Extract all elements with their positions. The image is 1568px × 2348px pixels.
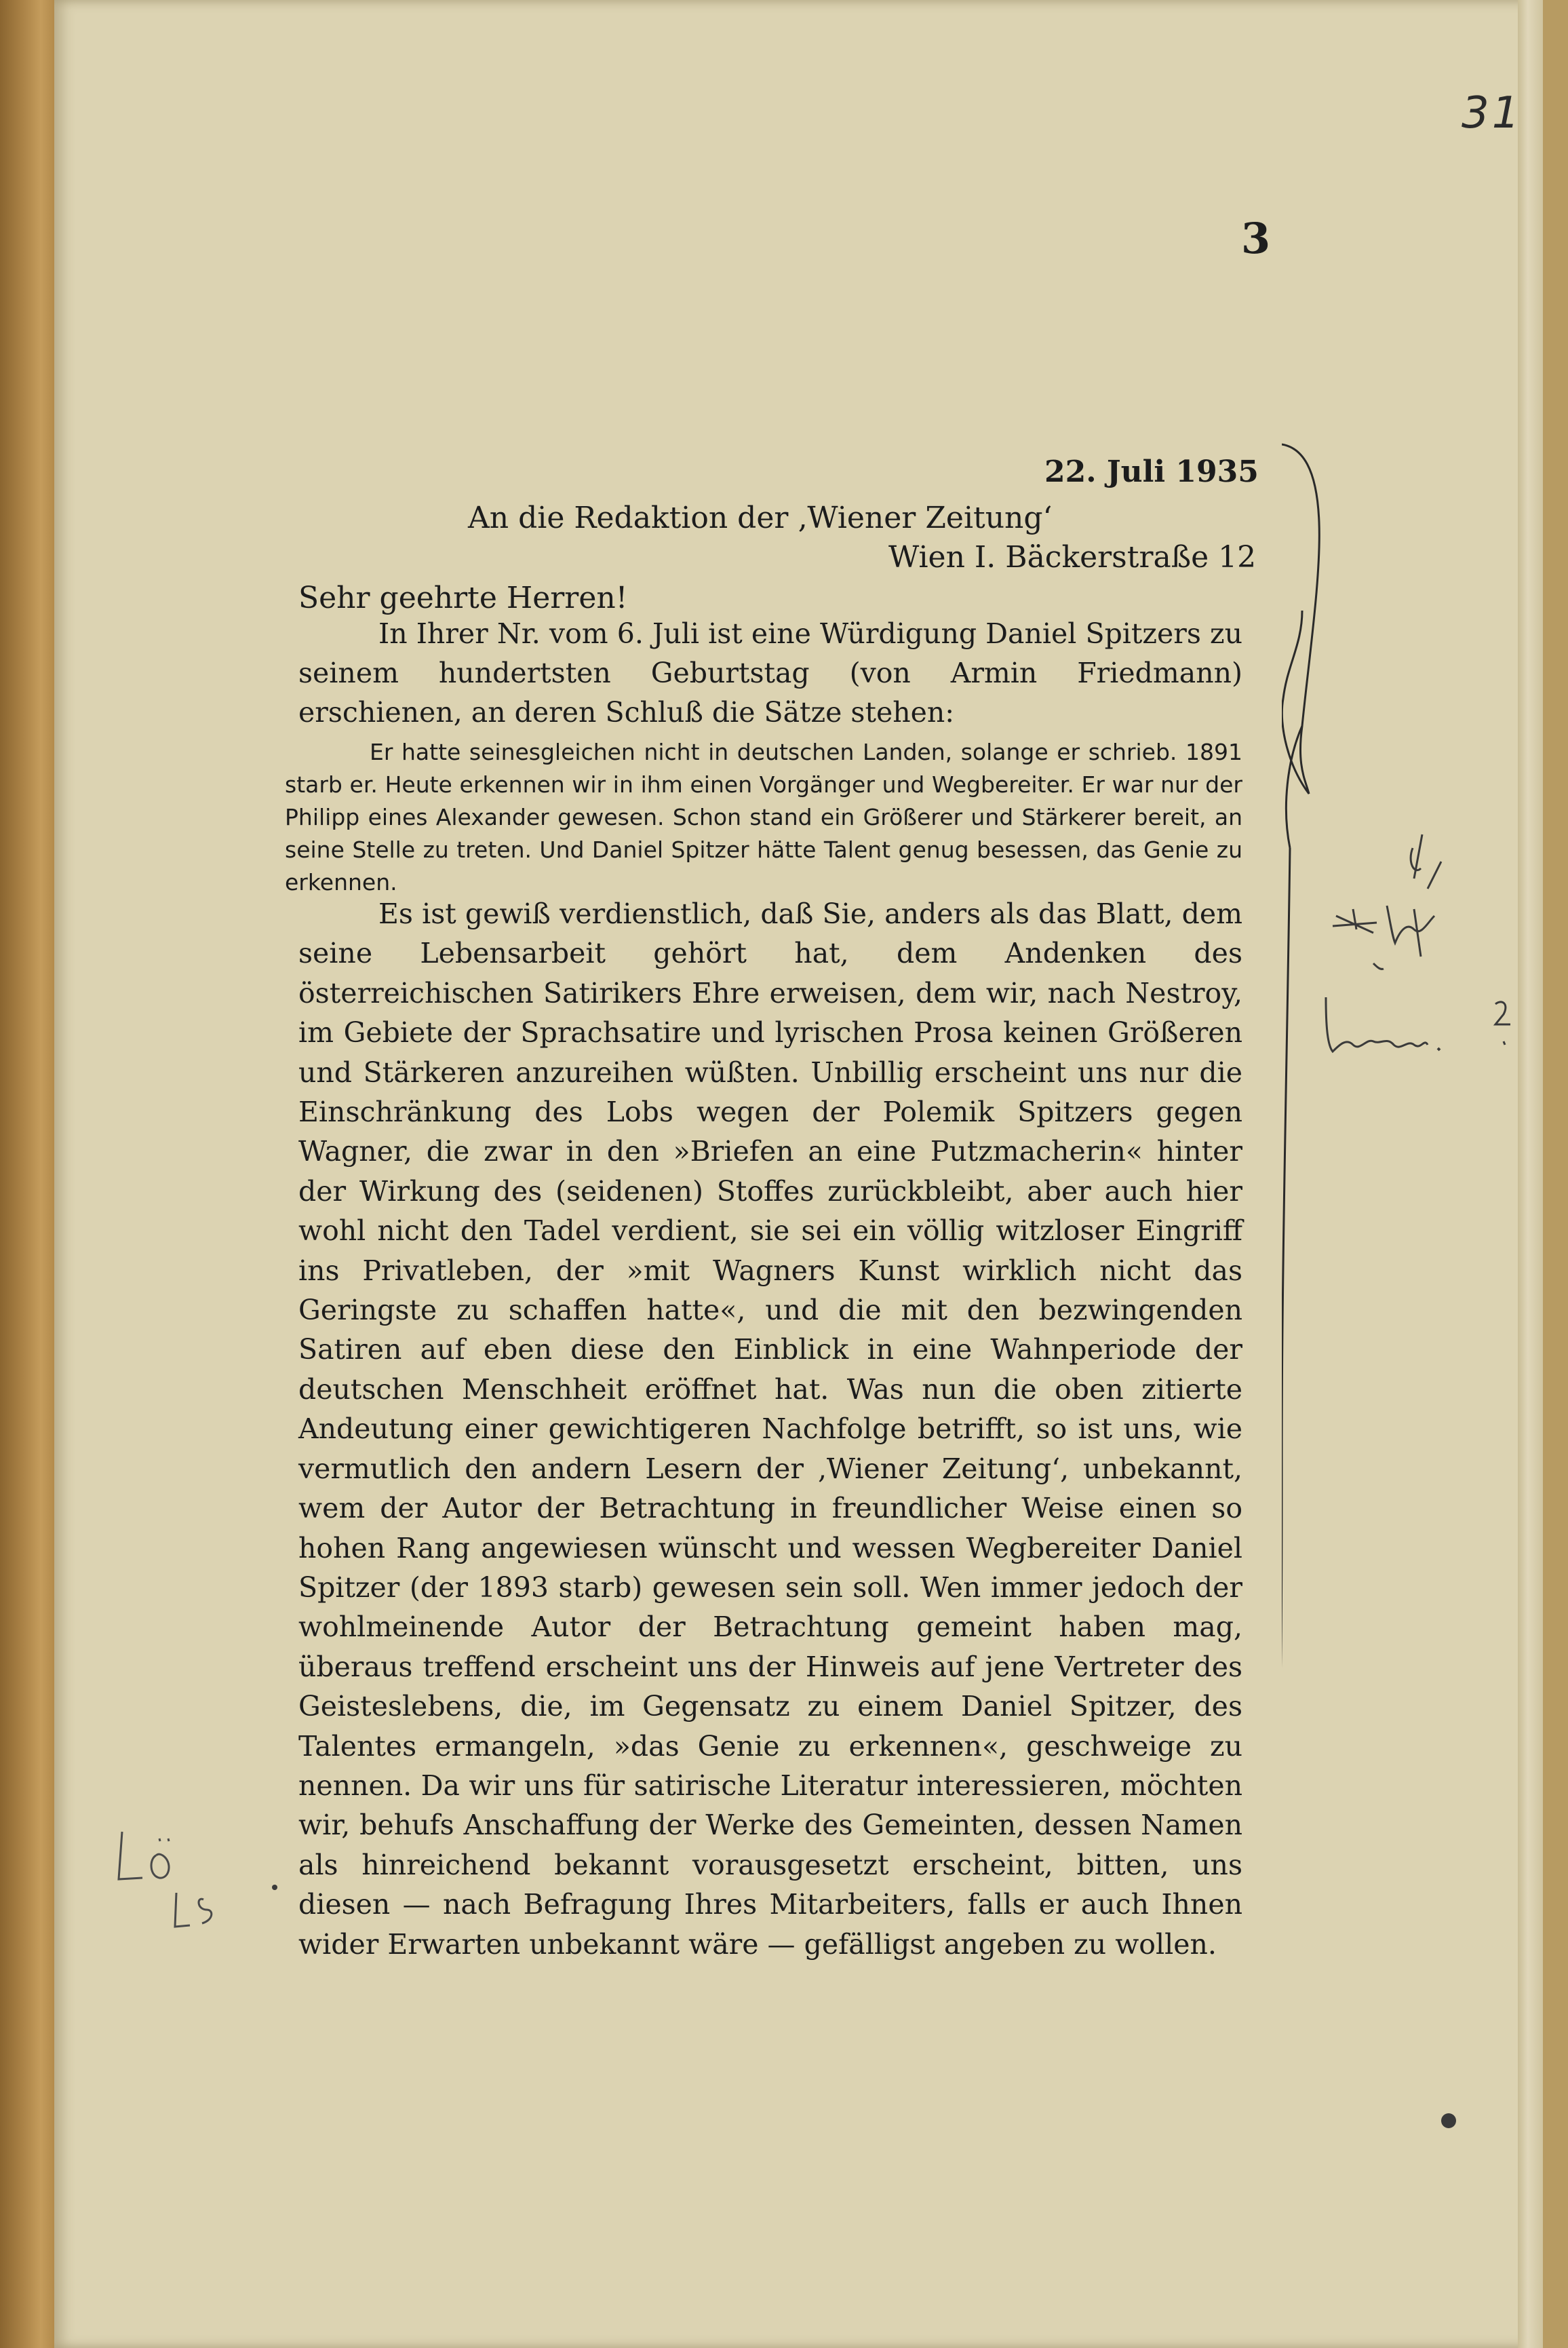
page-number: 3 [1241, 214, 1271, 263]
handwritten-margin-note [1312, 821, 1516, 1119]
paragraph-main: Es ist gewiß verdienstlich, daß Sie, anders als das Blatt, dem seine Lebensarbeit gehört hat, dem Andenken des österreichischen Satirikers Ehre erweisen, dem wir, nach Nestroy, im Gebiete der Sprachsatire und lyrischen Prosa keinen Größeren und Stärkeren anzureihen wüßten. Unbillig erscheint uns nur die Einschränkung des Lobs wegen der Polemik Spitzers gegen Wagner, die zwar in den »Briefen an eine Putzmacherin« hinter der Wirkung des (seidenen) Stoffes zurückbleibt, aber auch hier wohl nicht den Tadel verdient, sie sei ein völlig witzloser Eingriff ins Privatleben, der »mit Wagners Kunst wirklich nicht das Geringste zu schaffen hatte«, und die mit den bezwingenden Satiren auf eben diese den Einblick in eine Wahnperiode der deutschen Menschheit eröffnet hat. Was nun die oben zitierte Andeutung einer gewichtigeren Nachfolge betrifft, so ist uns, wie vermutlich den andern Lesern der ‚Wiener Zeitung‘, unbekannt, wem der Autor der Betrachtung in freundlicher Weise einen so hohen Rang angewiesen wünscht und wessen Wegbereiter Daniel Spitzer (der 1893 starb) gewesen sein soll. Wen immer jedoch der wohlmeinende Autor der Betrachtung gemeint haben mag, überaus treffend erscheint uns der Hinweis auf jene Vertreter des Geisteslebens, die, im Gegensatz zu einem Daniel Spitzer, des Talentes ermangeln, »das Genie zu erkennen«, geschweige zu nennen. Da wir uns für satirische Literatur interessieren, möchten wir, behufs Anschaffung der Werke des Gemeinten, dessen Namen als hinreichend bekannt vorausgesetzt erscheint, bitten, uns diesen — nach Befragung Ihres Mitarbeiters, falls er auch Ihnen wider Erwarten unbekannt wäre — gefälligst angeben zu wollen. [298, 898, 1242, 1961]
handwritten-left-note [102, 1818, 251, 1940]
folio-number: 31 [1462, 88, 1523, 138]
margin-bracket-line [1282, 441, 1336, 2083]
recipient-line-2: Wien I. Bäckerstraße 12 [888, 540, 1257, 575]
salutation: Sehr geehrte Herren! [298, 581, 628, 615]
page-edge [1518, 0, 1543, 2348]
letter-date: 22. Juli 1935 [1044, 455, 1259, 489]
paragraph-intro: In Ihrer Nr. vom 6. Juli ist eine Würdigung Daniel Spitzers zu seinem hundertsten Geburtstag (von Armin Friedmann) erschienen, an deren Schluß die Sätze stehen: [298, 617, 1242, 729]
pencil-dot [1441, 2113, 1456, 2128]
quoted-passage: Er hatte seinesgleichen nicht in deutschen Landen, solange er schrieb. 1891 starb er. Heute erkennen wir in ihm einen Vorgänger und Wegbereiter. Er war nur der Philipp eines Alexander gewesen. Schon stand ein Größerer und Stärkerer bereit, an seine Stelle zu treten. Und Daniel Spitzer hätte Talent genug besessen, das Genie zu erkennen. [285, 739, 1242, 896]
recipient-line-1: An die Redaktion der ‚Wiener Zeitung‘ [468, 501, 1053, 535]
ink-dot [272, 1885, 277, 1890]
book-spine [0, 0, 54, 2348]
